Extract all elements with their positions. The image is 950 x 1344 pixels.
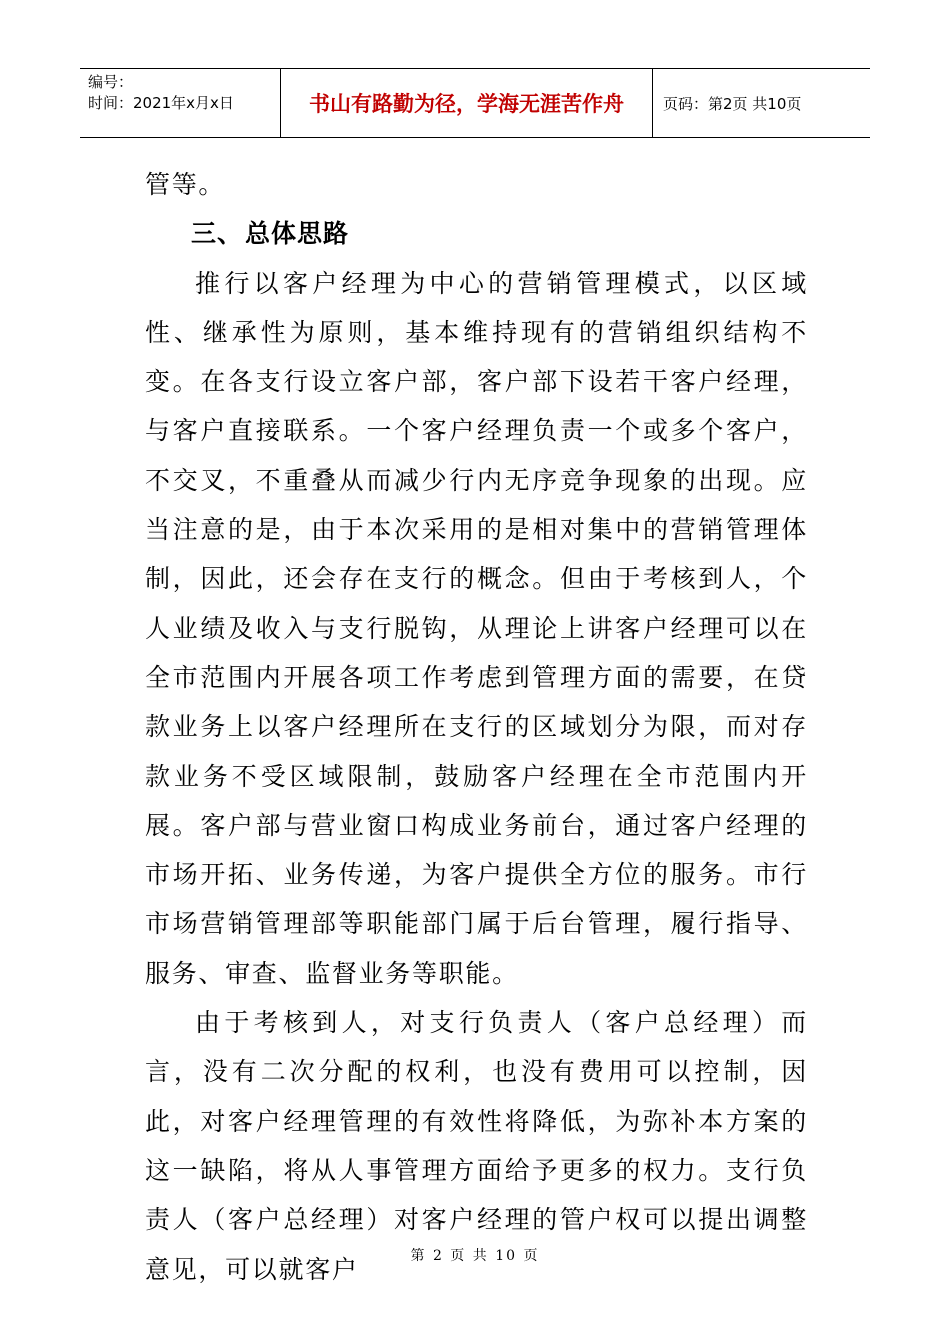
- paragraph-1: 推行以客户经理为中心的营销管理模式，以区域性、继承性为原则，基本维持现有的营销组织结构不变。在各支行设立客户部，客户部下设若干客户经理，与客户直接联系。一个客户经理负责一个或多个客户，不交叉，不重叠从而减少行内无序竞争现象的出现。应当注意的是，由于本次采用的是相对集中的营销管理体制，因此，还会存在支行的概念。但由于考核到人，个人业绩及收入与支行脱钩，从理论上讲客户经理可以在全市范围内开展各项工作考虑到管理方面的需要，在贷款业务上以客户经理所在支行的区域划分为限，而对存款业务不受区域限制，鼓励客户经理在全市范围内开展。客户部与营业窗口构成业务前台，通过客户经理的市场开拓、业务传递，为客户提供全方位的服务。市行市场营销管理部等职能部门属于后台管理，履行指导、服务、审查、监督业务等职能。: [145, 268, 808, 988]
- document-number-label: 编号：: [88, 73, 134, 91]
- header-meta: [80, 69, 281, 137]
- header-page-info: 页码：第2页 共10页: [663, 94, 802, 113]
- section-number: 三、: [191, 219, 244, 249]
- section-heading: [145, 209, 808, 258]
- document-body: [145, 160, 808, 1294]
- header-motto: 书山有路勤为径，学海无涯苦作舟: [281, 69, 653, 137]
- intro-tail-text: 管等。: [145, 170, 226, 199]
- page-footer: 第 2 页 共 10 页: [410, 1248, 540, 1264]
- paragraph-2: 由于考核到人，对支行负责人（客户总经理）而言，没有二次分配的权利，也没有费用可以控制，因此，对客户经理管理的有效性将降低，为弥补本方案的这一缺陷，将从人事管理方面给予更多的权力。支行负责人（客户总经理）对客户经理的管户权可以提出调整意见，可以就客户: [145, 1008, 808, 1284]
- page-header: [80, 68, 870, 138]
- document-date-label: 时间：2021年x月x日: [88, 94, 234, 112]
- section-title: 总体思路: [245, 219, 350, 249]
